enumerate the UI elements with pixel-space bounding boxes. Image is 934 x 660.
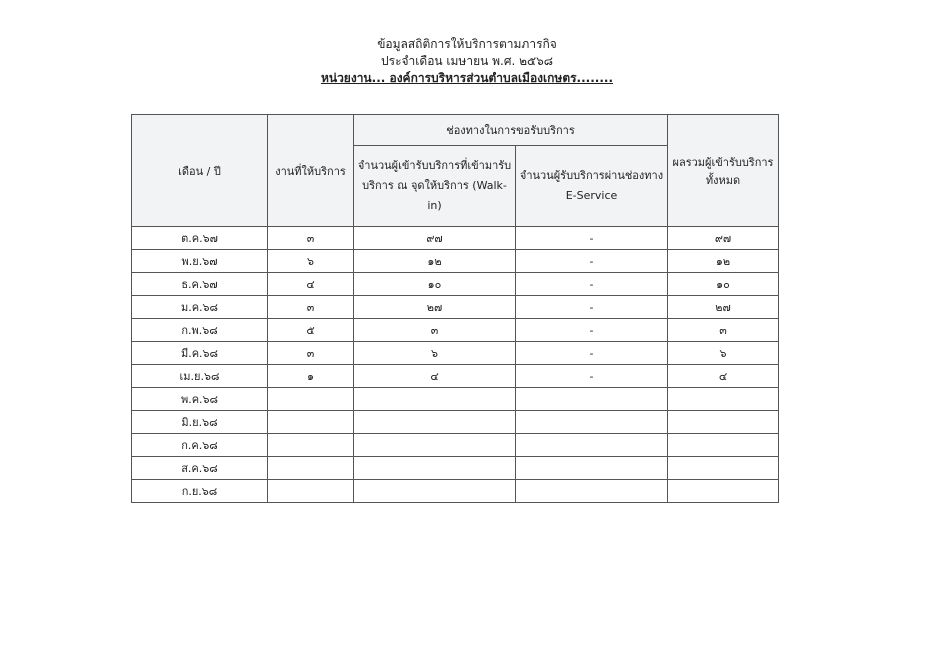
cell-month: ม.ค.๖๘ [132,296,268,319]
document-header [0,36,934,87]
cell-walkin: ๙๗ [354,227,516,250]
cell-walkin: ๑๒ [354,250,516,273]
cell-total: ๙๗ [668,227,779,250]
table-row [132,227,779,250]
cell-month: เม.ย.๖๘ [132,365,268,388]
cell-walkin: ๑๐ [354,273,516,296]
cell-services [268,480,354,503]
cell-total [668,457,779,480]
header-services: งานที่ให้บริการ [268,115,354,227]
table-row [132,411,779,434]
cell-month: ก.ค.๖๘ [132,434,268,457]
cell-eservice [516,388,668,411]
cell-services [268,388,354,411]
cell-services: ๖ [268,250,354,273]
cell-walkin [354,457,516,480]
table-row [132,388,779,411]
cell-month: ส.ค.๖๘ [132,457,268,480]
cell-services: ๑ [268,365,354,388]
cell-eservice: - [516,250,668,273]
cell-total: ๑๒ [668,250,779,273]
document-month: ประจำเดือน เมษายน พ.ศ. ๒๕๖๘ [381,54,553,68]
cell-total [668,411,779,434]
cell-total [668,480,779,503]
cell-services [268,434,354,457]
cell-services: ๕ [268,319,354,342]
table-body [132,227,779,503]
document-title: ข้อมูลสถิติการให้บริการตามภารกิจ [377,37,557,51]
cell-services [268,411,354,434]
table-row [132,434,779,457]
cell-month: ธ.ค.๖๗ [132,273,268,296]
cell-eservice: - [516,273,668,296]
table-row [132,365,779,388]
cell-eservice: - [516,365,668,388]
cell-total [668,434,779,457]
cell-services: ๓ [268,342,354,365]
header-walkin: จำนวนผู้เข้ารับบริการที่เข้ามารับบริการ ณ จุดให้บริการ (Walk-in) [354,146,516,227]
cell-eservice: - [516,227,668,250]
table-row [132,273,779,296]
cell-eservice [516,457,668,480]
cell-services: ๓ [268,227,354,250]
cell-total: ๓ [668,319,779,342]
cell-walkin [354,434,516,457]
cell-eservice: - [516,296,668,319]
document-unit: หน่วยงาน... องค์การบริหารส่วนตำบลเมืองเกษตร........ [320,71,614,85]
cell-walkin [354,480,516,503]
cell-services: ๔ [268,273,354,296]
header-month: เดือน / ปี [132,115,268,227]
cell-eservice [516,480,668,503]
cell-month: มี.ค.๖๘ [132,342,268,365]
cell-month: ก.ย.๖๘ [132,480,268,503]
cell-walkin: ๓ [354,319,516,342]
cell-total: ๒๗ [668,296,779,319]
table-row [132,342,779,365]
header-channels: ช่องทางในการขอรับบริการ [354,115,668,146]
cell-eservice: - [516,319,668,342]
cell-eservice [516,434,668,457]
statistics-table [131,114,779,503]
cell-walkin [354,411,516,434]
cell-walkin [354,388,516,411]
header-total: ผลรวมผู้เข้ารับบริการทั้งหมด [668,115,779,227]
cell-month: มิ.ย.๖๘ [132,411,268,434]
cell-services: ๓ [268,296,354,319]
cell-eservice: - [516,342,668,365]
table-row [132,480,779,503]
cell-month: ต.ค.๖๗ [132,227,268,250]
table-row [132,250,779,273]
cell-total [668,388,779,411]
header-eservice: จำนวนผู้รับบริการผ่านช่องทาง E-Service [516,146,668,227]
cell-month: ก.พ.๖๘ [132,319,268,342]
cell-month: พ.ค.๖๘ [132,388,268,411]
cell-month: พ.ย.๖๗ [132,250,268,273]
table-row [132,296,779,319]
cell-walkin: ๖ [354,342,516,365]
cell-total: ๑๐ [668,273,779,296]
cell-walkin: ๒๗ [354,296,516,319]
cell-services [268,457,354,480]
cell-walkin: ๔ [354,365,516,388]
cell-total: ๖ [668,342,779,365]
table-row [132,319,779,342]
cell-total: ๔ [668,365,779,388]
table-row [132,457,779,480]
cell-eservice [516,411,668,434]
